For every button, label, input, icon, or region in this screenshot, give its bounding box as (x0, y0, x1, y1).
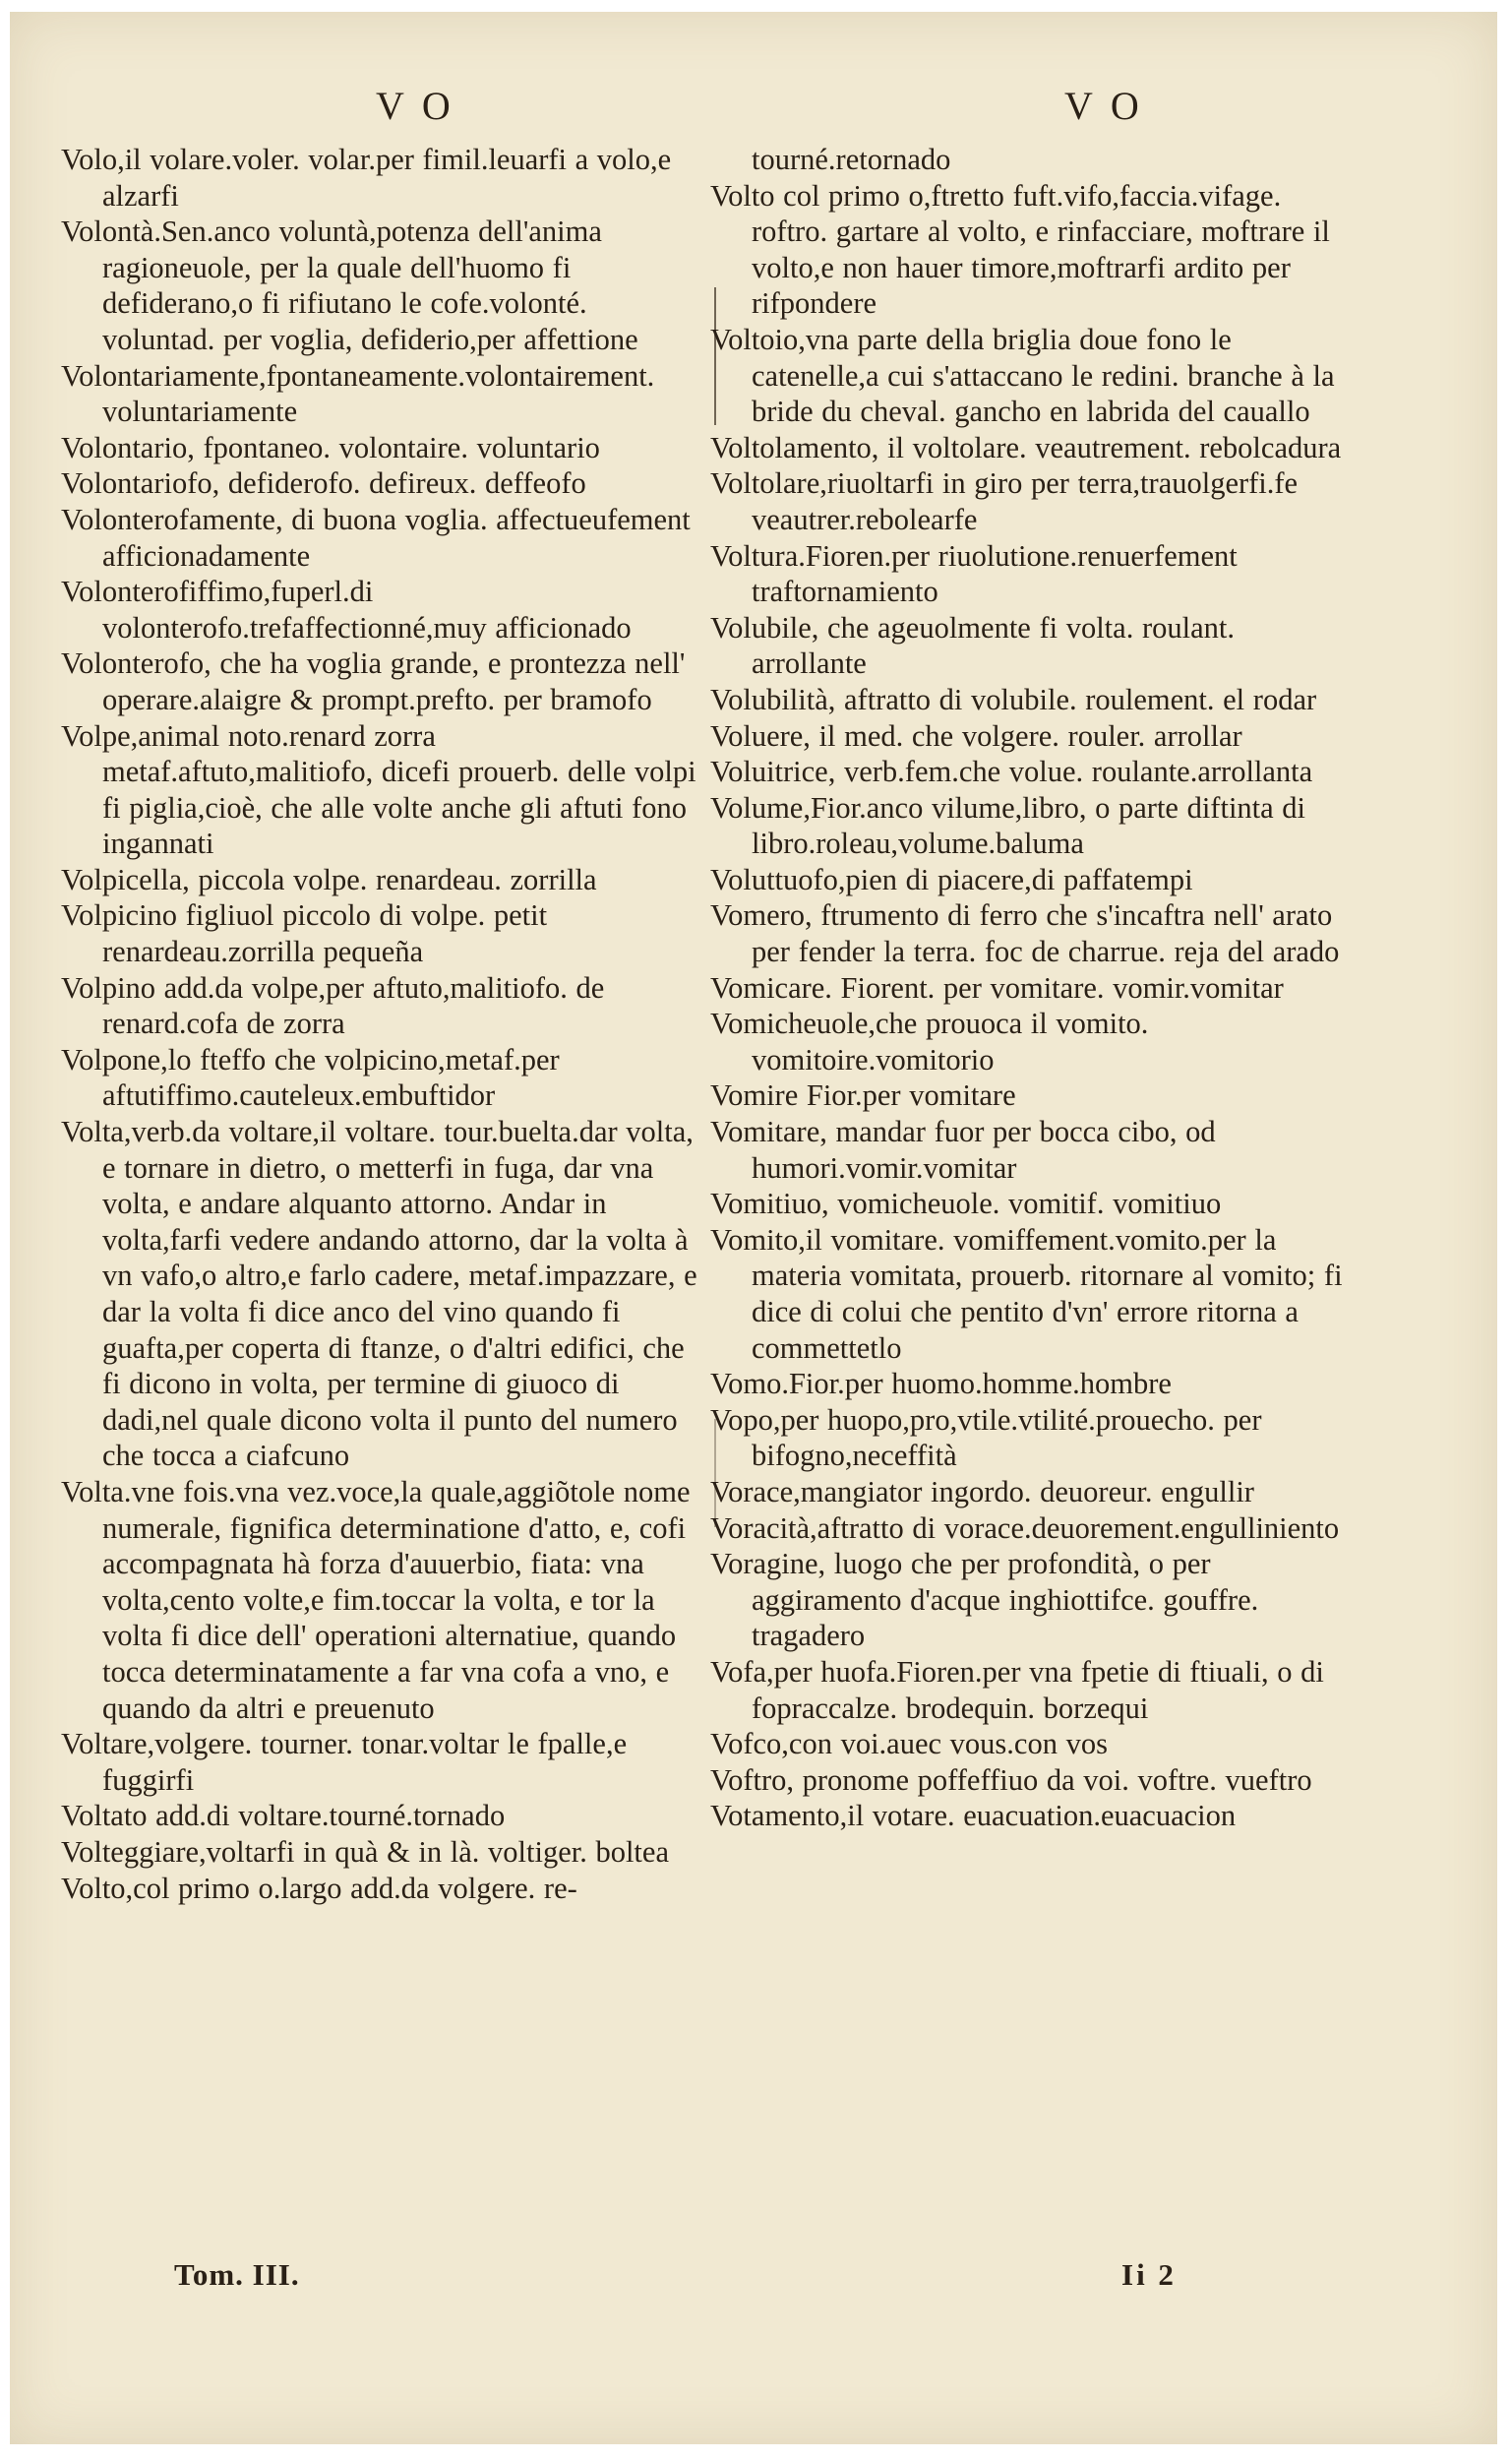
dictionary-entry: Voltolamento, il voltolare. veautrement. rebolcadura (710, 430, 1342, 464)
dictionary-entry: Vorace,mangiator ingordo. deuoreur. engullir (710, 1474, 1254, 1508)
dictionary-entry: Voltura.Fioren.per riuolutione.renuerfement traftornamiento (710, 538, 1238, 609)
dictionary-entry: Vomire Fior.per vomitare (710, 1078, 1016, 1113)
dictionary-entry: Vofco,con voi.auec vous.con vos (710, 1727, 1108, 1761)
dictionary-entry: Volpicella, piccola volpe. renardeau. zorrilla (61, 862, 597, 896)
dictionary-entry: Volontariofo, defiderofo. defireux. deffeofo (61, 466, 586, 501)
dictionary-entry: Voluitrice, verb.fem.che volue. roulante.arrollanta (710, 755, 1313, 789)
dictionary-entry: Volontà.Sen.anco voluntà,potenza dell'anima ragioneuole, per la quale dell'huomo fi defiderano,o fi rifiutano le cofe.volonté. voluntad. per voglia, defiderio,per affettione (61, 215, 638, 356)
left-column (61, 142, 702, 1906)
dictionary-entry: Volto,col primo o.largo add.da volgere. re- (61, 1871, 577, 1905)
dictionary-page (10, 12, 1497, 2444)
dictionary-entry: Volo,il volare.voler. volar.per fimil.leuarfi a volo,e alzarfi (61, 143, 672, 213)
dictionary-entry: Volume,Fior.anco vilume,libro, o parte diftinta di libro.roleau,volume.baluma (710, 790, 1306, 861)
dictionary-entry: Vomero, ftrumento di ferro che s'incaftra nell' arato per fender la terra. foc de charrue. reja del arado (710, 898, 1340, 969)
volume-signature: Tom. III. (174, 2257, 300, 2292)
gathering-signature: Ii 2 (1121, 2257, 1177, 2292)
page-header-right: VO (1064, 84, 1157, 128)
dictionary-entry: Volta,verb.da voltare,il voltare. tour.buelta.dar volta, e tornare in dietro, o metterfi in fuga, dar vna volta, e andare alquanto attorno. Andar in volta,farfi vedere andando attorno, dar la volta à vn vafo,o altro,e farlo cadere, metaf.impazzare, e dar la volta fi dice anco del vino quando fi guafta,per coperta di ftanze, o d'altri edifici, che fi dicono in volta, per termine di giuoco di dadi,nel quale dicono volta il punto del numero che tocca a ciafcuno (61, 1115, 697, 1473)
dictionary-entry: Vomitare, mandar fuor per bocca cibo, od humori.vomir.vomitar (710, 1115, 1216, 1185)
dictionary-entry: Vomicheuole,che prouoca il vomito. vomitoire.vomitorio (710, 1007, 1149, 1076)
dictionary-entry: Voracità,aftratto di vorace.deuorement.engulliniento (710, 1510, 1340, 1545)
dictionary-entry: Voluttuofo,pien di piacere,di paffatempi (710, 862, 1193, 896)
dictionary-entry: Volonterofamente, di buona voglia. affectueufement afficionadamente (61, 502, 691, 573)
dictionary-entry: Volubilità, aftratto di volubile. roulement. el rodar (710, 682, 1317, 716)
dictionary-entry: Voftro, pronome poffeffiuo da voi. voftre. vueftro (710, 1762, 1312, 1797)
dictionary-entry: Vomito,il vomitare. vomiffement.vomito.per la materia vomitata, prouerb. ritornare al vomito; fi dice di colui che pentito d'vn' errore ritorna a commettetlo (710, 1222, 1343, 1365)
dictionary-entry: Votamento,il votare. euacuation.euacuacion (710, 1799, 1237, 1833)
dictionary-entry: Volta.vne fois.vna vez.voce,la quale,aggiõtole nome numerale, fignifica determinatione d'atto, e, cofi accompagnata hà forza d'auuerbio, fiata: vna volta,cento volte,e fim.toccar la volta, e tor la volta fi dice dell' operationi alternatiue, quando tocca determinatamente a far vna cofa a vno, e quando da altri e preuenuto (61, 1474, 691, 1725)
dictionary-entry: Volpe,animal noto.renard zorra metaf.aftuto,malitiofo, dicefi prouerb. delle volpi fi piglia,cioè, che alle volte anche gli aftuti fono ingannati (61, 718, 696, 861)
right-column (710, 142, 1346, 1834)
dictionary-entry: Volontariamente,fpontaneamente.volontairement. voluntariamente (61, 358, 655, 429)
dictionary-entry: Vofa,per huofa.Fioren.per vna fpetie di ftiuali, o di fopraccalze. brodequin. borzequi (710, 1654, 1324, 1725)
dictionary-entry: Volpone,lo fteffo che volpicino,metaf.per aftutiffimo.cauteleux.embuftidor (61, 1042, 560, 1113)
dictionary-entry: Volto col primo o,ftretto fuft.vifo,faccia.vifage. roftro. gartare al volto, e rinfacciare, moftrare il volto,e non hauer timore,moftrarfi ardito per rifpondere (710, 178, 1330, 321)
dictionary-entry: Voltolare,riuoltarfi in giro per terra,trauolgerfi.fe veautrer.rebolearfe (710, 466, 1299, 536)
dictionary-entry: Volteggiare,voltarfi in quà & in là. voltiger. boltea (61, 1834, 669, 1869)
dictionary-entry: Voltato add.di voltare.tourné.tornado (61, 1799, 506, 1833)
dictionary-entry: Vomitiuo, vomicheuole. vomitif. vomitiuo (710, 1187, 1222, 1221)
dictionary-entry: Volonterofo, che ha voglia grande, e prontezza nell' operare.alaigre & prompt.prefto. per bramofo (61, 646, 686, 716)
dictionary-entry: Vomicare. Fiorent. per vomitare. vomir.vomitar (710, 970, 1284, 1005)
dictionary-entry: Voltare,volgere. tourner. tonar.voltar le fpalle,e fuggirfi (61, 1727, 628, 1797)
dictionary-entry-continuation: tourné.retornado (752, 143, 951, 176)
dictionary-entry: Voragine, luogo che per profondità, o per aggiramento d'acque inghiottifce. gouffre. tragadero (710, 1547, 1259, 1653)
dictionary-entry: Volpino add.da volpe,per aftuto,malitiofo. de renard.cofa de zorra (61, 970, 605, 1041)
dictionary-entry: Voltoio,vna parte della briglia doue fono le catenelle,a cui s'attaccano le redini. branche à la bride du cheval. gancho en labrida del cauallo (710, 322, 1335, 429)
dictionary-entry: Volpicino figliuol piccolo di volpe. petit renardeau.zorrilla pequeña (61, 898, 548, 969)
dictionary-entry: Vomo.Fior.per huomo.homme.hombre (710, 1367, 1172, 1401)
dictionary-entry: Voluere, il med. che volgere. rouler. arrollar (710, 718, 1242, 753)
dictionary-entry: Volubile, che ageuolmente fi volta. roulant. arrollante (710, 610, 1235, 681)
dictionary-entry: Volontario, fpontaneo. volontaire. voluntario (61, 430, 600, 464)
dictionary-entry: Volonterofiffimo,fuperl.di volonterofo.trefaffectionné,muy afficionado (61, 575, 632, 645)
dictionary-entry: Vopo,per huopo,pro,vtile.vtilité.prouecho. per bifogno,neceffità (710, 1402, 1262, 1473)
page-header-left: VO (376, 84, 468, 128)
